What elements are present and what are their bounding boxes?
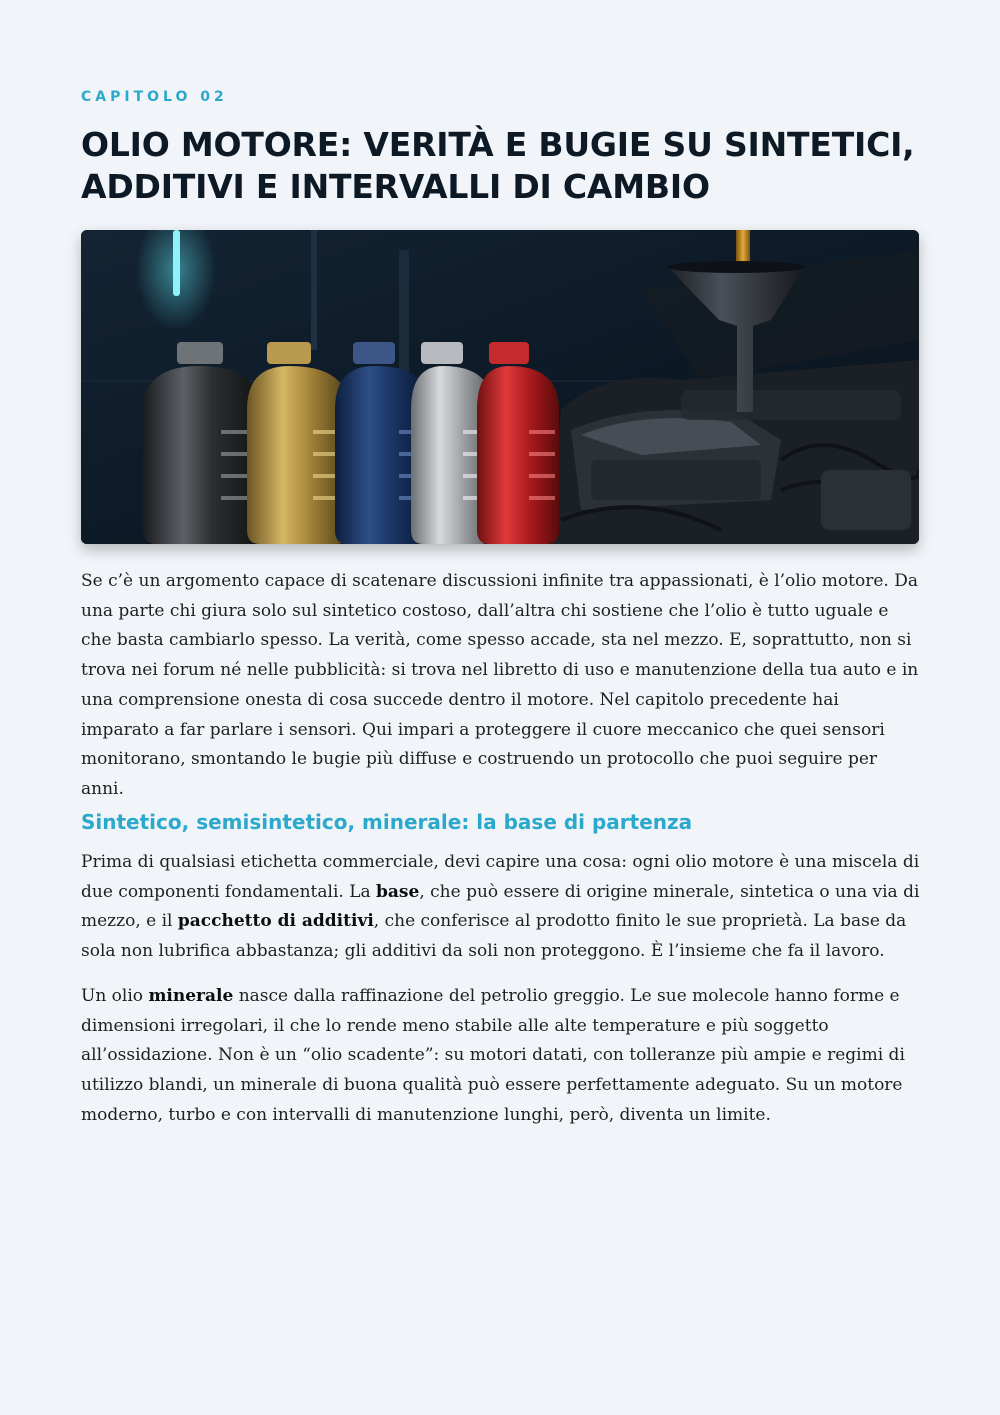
section-paragraph-1-container — [81, 848, 921, 967]
hero-image — [81, 230, 919, 544]
chapter-title: OLIO MOTORE: VERITÀ E BUGIE SU SINTETICI, ADDITIVI E INTERVALLI DI CAMBIO — [81, 125, 915, 206]
text-run: , che conferisce al prodotto finito le sue proprietà. La base da sola non lubrifica abbastanza; gli additivi da soli non proteggono. È l’insieme che fa il lavoro. — [81, 911, 907, 962]
intro-paragraph: Se c’è un argomento capace di scatenare discussioni infinite tra appassionati, è l’olio motore. Da una parte chi giura solo sul sintetico costoso, dall’altra chi sostiene che l’olio è tutto uguale e che basta cambiarlo spesso. La verità, come spesso accade, sta nel mezzo. E, soprattutto, non si trova nei forum né nelle pubblicità: si trova nel libretto di uso e manutenzione della tua auto e in una comprensione onesta di cosa succede dentro il motore. Nel capitolo precedente hai imparato a far parlare i sensori. Qui impari a proteggere il cuore meccanico che quei sensori monitorano, smontando le bugie più diffuse e costruendo un protocollo che puoi seguire per anni. — [81, 571, 919, 799]
section-paragraph-2 — [81, 982, 921, 1131]
bold-term-base: base — [376, 881, 420, 902]
bold-term-additives: pacchetto di additivi — [177, 911, 374, 932]
text-run: Prima di qualsiasi etichetta commerciale, devi capire una cosa: ogni olio motore è una miscela di due componenti fondamentali. La — [81, 852, 920, 902]
bold-term-mineral: minerale — [148, 986, 234, 1006]
text-run: Un olio — [81, 986, 149, 1006]
section-heading: Sintetico, semisintetico, minerale: la base di partenza — [81, 810, 693, 834]
oil-bottles-and-engine-illustration — [81, 230, 919, 544]
intro-paragraph-container — [81, 567, 921, 805]
text-run: nasce dalla raffinazione del petrolio greggio. Le sue molecole hanno forme e dimensioni irregolari, il che lo rende meno stabile alle alte temperature e più soggetto all’ossidazione. Non è un “olio scadente”: su motori datati, con tolleranze più ampie e regimi di utilizzo blandi, un minerale di buona qualità può essere perfettamente adeguato. Su un motore moderno, turbo e con intervalli di manutenzione lunghi, però, diventa un limite. — [81, 986, 905, 1125]
chapter-label: CAPITOLO 02 — [81, 89, 228, 105]
section-paragraph-1 — [81, 848, 921, 967]
section-paragraph-2-container — [81, 982, 921, 1131]
text-run: , che può essere di origine minerale, sintetica o una via di mezzo, e il — [81, 881, 920, 932]
